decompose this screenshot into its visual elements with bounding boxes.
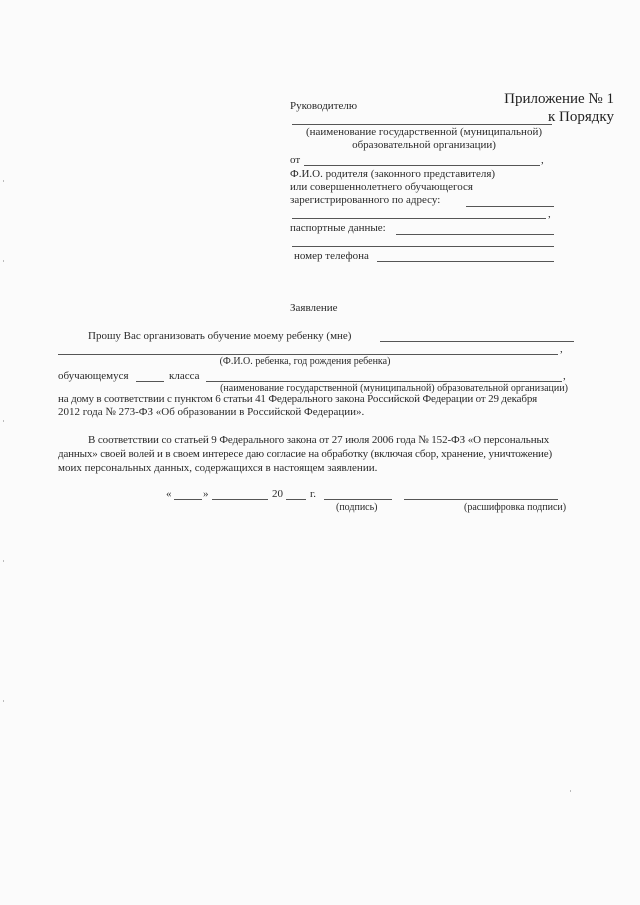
date-year-prefix: 20 [272,488,283,500]
address-line-1 [466,206,554,207]
scan-speck [3,180,4,182]
child-line-end: , [560,343,563,355]
scan-speck [3,700,4,702]
consent-text-line-2: данных» своей волей и в своем интересе даю согласие на обработку (включая сбор, хранение, уничтожение) [58,448,553,460]
student-org-hint: (наименование государственной (муниципальной) образовательной организации) [220,383,568,394]
annex-subtitle: к Порядку [548,109,614,125]
org-name-line [292,124,552,125]
grade-line [136,381,164,382]
date-quote-open: « [166,488,172,500]
address-line-end: , [548,208,551,220]
date-day-line [174,499,202,500]
parent-label-2: или совершеннолетнего обучающегося [290,181,473,193]
scan-speck [3,560,4,562]
annex-title: Приложение № 1 [504,91,614,107]
scan-speck [3,420,4,422]
child-hint: (Ф.И.О. ребенка, год рождения ребенка) [219,356,391,367]
document-title: Заявление [290,302,338,314]
child-name-line [58,354,558,355]
addressee-head: Руководителю [290,100,358,112]
org-hint-2: образовательной организации) [352,139,496,151]
grade-label: класса [169,370,200,382]
passport-line-1 [396,234,554,235]
from-label: от [290,154,301,166]
address-line-2 [292,218,546,219]
student-org-line [206,381,562,382]
from-line-end: , [541,154,544,166]
date-quote-close: » [203,488,209,500]
date-month-line [212,499,268,500]
passport-label: паспортные данные: [290,222,386,234]
law-text-line-2: 2012 года № 273-ФЗ «Об образовании в Российской Федерации». [58,406,365,418]
request-line [380,341,574,342]
phone-line [377,261,554,262]
org-hint-1: (наименование государственной (муниципальной) [305,126,542,138]
parent-label-1: Ф.И.О. родителя (законного представителя) [290,168,496,180]
address-label: зарегистрированного по адресу: [290,194,441,206]
consent-text-line-1: В соответствии со статьей 9 Федерального закона от 27 июля 2006 года № 152-ФЗ «О персональных [88,434,550,446]
signature-decode-line [404,499,558,500]
date-year-suffix: г. [310,488,317,500]
from-line [304,165,540,166]
signature-decode-hint: (расшифровка подписи) [464,502,567,513]
scan-speck [570,790,571,792]
signature-hint: (подпись) [336,502,378,513]
date-year-line [286,499,306,500]
signature-line [324,499,392,500]
student-line-end: , [563,370,566,382]
request-text: Прошу Вас организовать обучение моему ребенку (мне) [88,330,352,342]
passport-line-2 [292,246,554,247]
scan-speck [3,260,4,262]
law-text-line-1: на дому в соответствии с пунктом 6 статьи 41 Федерального закона Российской Федерации от 29 декабря [58,393,538,405]
consent-text-line-3: моих персональных данных, содержащихся в настоящем заявлении. [58,462,378,474]
student-label: обучающемуся [58,370,129,382]
phone-label: номер телефона [294,250,369,262]
